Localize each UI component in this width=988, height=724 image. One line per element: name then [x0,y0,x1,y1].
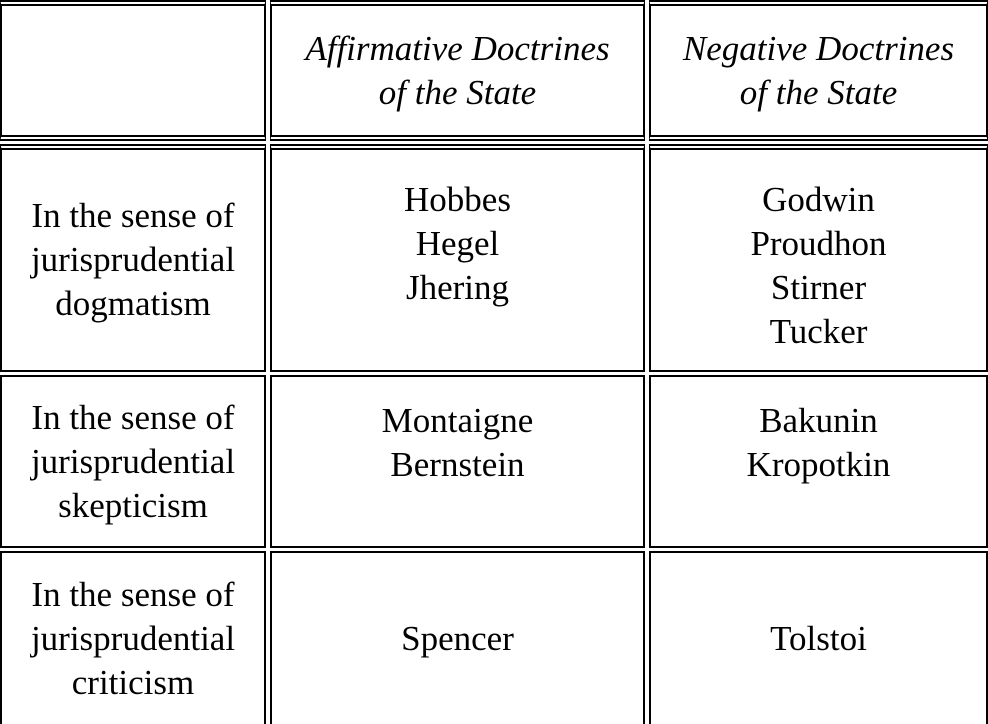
header-negative-line: of the State [739,72,898,112]
header-affirmative-cell [270,0,645,141]
row-label-line: dogmatism [55,284,211,323]
cell-negative-criticism [649,551,988,724]
name-entry: Hobbes [404,180,511,219]
name-entry: Jhering [405,268,510,307]
cell-affirmative-criticism [270,551,645,724]
row-label-line: In the sense of [31,397,235,437]
cell-negative-skepticism [649,375,988,548]
name-entry: Proudhon [750,224,887,263]
cell-affirmative-skepticism [270,375,645,548]
row-label-line: criticism [71,662,195,702]
row-label-line: In the sense of [31,196,235,235]
header-affirmative-line: of the State [378,72,537,112]
name-entry: Bakunin [759,401,878,440]
header-corner-cell [0,0,266,141]
name-entry: Tolstoi [770,618,867,658]
name-entry: Bernstein [390,445,525,484]
name-entry: Hegel [415,224,500,263]
cell-affirmative-dogmatism [270,144,645,372]
header-affirmative-line: Affirmative Doctrines [305,28,610,68]
row-label-dogmatism [0,144,266,372]
row-label-line: skepticism [58,485,208,525]
row-label-line: jurisprudential [30,441,236,481]
row-label-criticism [0,551,266,724]
header-negative-line: Negative Doctrines [682,28,955,68]
row-label-skepticism [0,375,266,548]
header-negative-cell [649,0,988,141]
name-entry: Stirner [770,268,867,307]
name-entry: Tucker [769,312,868,351]
name-entry: Kropotkin [746,445,891,484]
cell-negative-dogmatism [649,144,988,372]
name-entry: Godwin [762,180,875,219]
row-label-line: jurisprudential [30,618,236,658]
row-label-line: In the sense of [31,574,235,614]
name-entry: Spencer [401,618,514,658]
row-label-line: jurisprudential [30,240,236,279]
name-entry: Montaigne [381,401,534,440]
